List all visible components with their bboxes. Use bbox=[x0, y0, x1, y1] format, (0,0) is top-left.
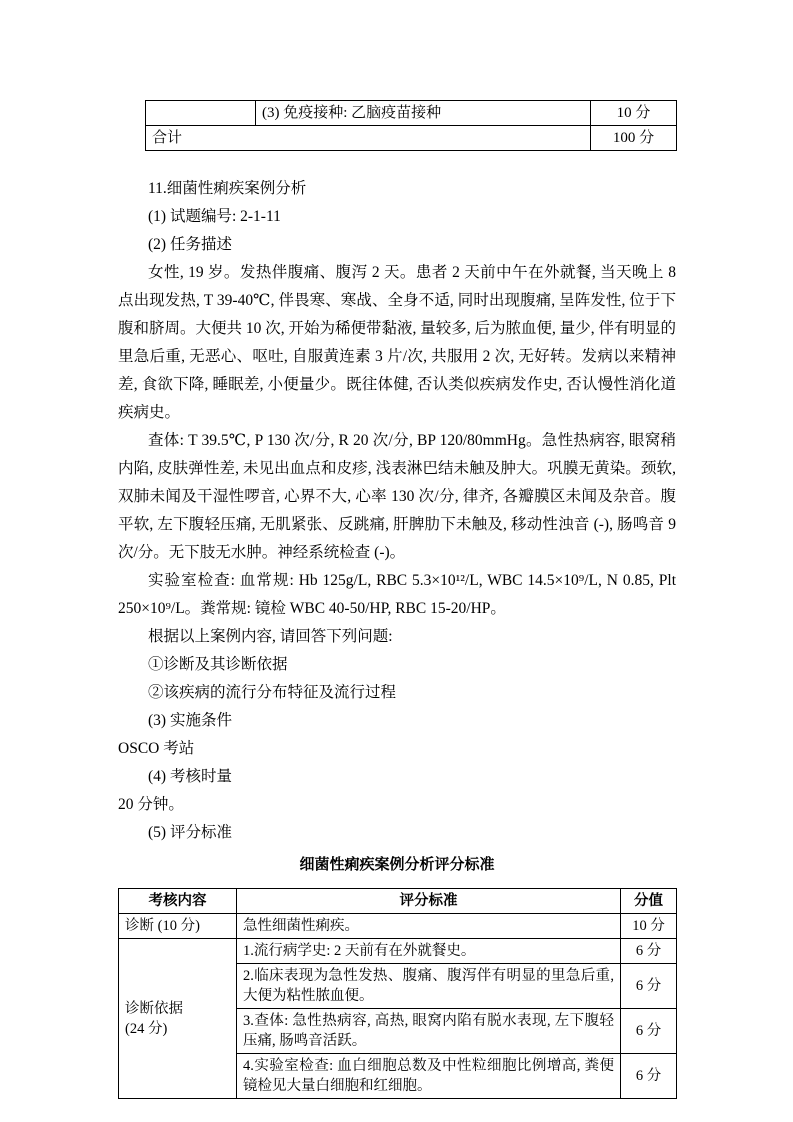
score-table-title: 细菌性痢疾案例分析评分标准 bbox=[299, 856, 495, 873]
table-cell-total-score: 100 分 bbox=[591, 126, 677, 151]
table-row-total bbox=[146, 126, 677, 151]
cell-basis-score-1: 6 分 bbox=[621, 939, 677, 964]
item-scoring-standard: (5) 评分标准 bbox=[148, 824, 232, 841]
cell-basis-standard-2: 2.临床表现为急性发热、腹痛、腹泻伴有明显的里急后重, 大便为粘性脓血便。 bbox=[237, 964, 621, 1009]
header-score-value: 分值 bbox=[621, 889, 677, 914]
basis-label-line2: (24 分) bbox=[125, 1020, 168, 1037]
basis-label-line1: 诊断依据 bbox=[125, 1000, 183, 1017]
cell-diagnosis-standard: 急性细菌性痢疾。 bbox=[237, 914, 621, 939]
header-scoring-standard: 评分标准 bbox=[237, 889, 621, 914]
section-heading: 11.细菌性痢疾案例分析 bbox=[148, 180, 307, 197]
table-cell-score: 10 分 bbox=[591, 101, 677, 126]
table-cell-empty bbox=[146, 101, 256, 126]
cell-diagnosis-label: 诊断 (10 分) bbox=[119, 914, 237, 939]
table-cell-item: (3) 免疫接种: 乙脑疫苗接种 bbox=[256, 101, 591, 126]
question-2: ②该疾病的流行分布特征及流行过程 bbox=[148, 684, 397, 701]
table-row bbox=[146, 101, 677, 126]
cell-basis-score-2: 6 分 bbox=[621, 964, 677, 1009]
question-1: ①诊断及其诊断依据 bbox=[148, 656, 288, 673]
question-intro: 根据以上案例内容, 请回答下列问题: bbox=[148, 628, 393, 645]
cell-basis-score-4: 6 分 bbox=[621, 1054, 677, 1099]
paragraph-lab-results: 实验室检查: 血常规: Hb 125g/L, RBC 5.3×10¹²/L, WBC 14.5×10⁹/L, N 0.85, Plt 250×10⁹/L。粪常规: 镜检 WBC 40-50/HP, RBC 15-20/HP。 bbox=[118, 572, 676, 617]
cell-basis-standard-3: 3.查体: 急性热病容, 高热, 眼窝内陷有脱水表现, 左下腹轻压痛, 肠鸣音活跃。 bbox=[237, 1009, 621, 1054]
item-task-description: (2) 任务描述 bbox=[148, 236, 232, 253]
paragraph-case-history: 女性, 19 岁。发热伴腹痛、腹泻 2 天。患者 2 天前中午在外就餐, 当天晚上 8 点出现发热, T 39-40℃, 伴畏寒、寒战、全身不适, 同时出现腹痛, 呈阵发性, 位于下腹和脐周。大便共 10 次, 开始为稀便带黏液, 量较多, 后为脓血便, 量少, 伴有明显的里急后重, 无恶心、呕吐, 自服黄连素 3 片/次, 共服用 2 次, 无好转。发病以来精神差, 食欲下降, 睡眠差, 小便量少。既往体健, 否认类似疾病发作史, 否认慢性消化道疾病史。 bbox=[118, 264, 677, 421]
item-implementation-conditions: (3) 实施条件 bbox=[148, 712, 232, 729]
table-row-diagnosis bbox=[119, 914, 677, 939]
table-row-basis-1 bbox=[119, 939, 677, 964]
item-exam-duration-detail: 20 分钟。 bbox=[118, 796, 184, 813]
score-table-header-row bbox=[119, 889, 677, 914]
table-cell-total-label: 合计 bbox=[146, 126, 591, 151]
cell-basis-standard-1: 1.流行病学史: 2 天前有在外就餐史。 bbox=[237, 939, 621, 964]
cell-diagnosis-score: 10 分 bbox=[621, 914, 677, 939]
header-exam-content: 考核内容 bbox=[119, 889, 237, 914]
score-table bbox=[118, 888, 677, 1099]
cell-basis-label bbox=[119, 939, 237, 1099]
cell-basis-standard-4: 4.实验室检查: 血白细胞总数及中性粒细胞比例增高, 粪便镜检见大量白细胞和红细胞。 bbox=[237, 1054, 621, 1099]
paragraph-physical-exam: 查体: T 39.5℃, P 130 次/分, R 20 次/分, BP 120/80mmHg。急性热病容, 眼窝稍内陷, 皮肤弹性差, 未见出血点和皮疹, 浅表淋巴结未触及肿大。巩膜无黄染。颈软, 双肺未闻及干湿性啰音, 心界不大, 心率 130 次/分, 律齐, 各瓣膜区未闻及杂音。腹平软, 左下腹轻压痛, 无肌紧张、反跳痛, 肝脾肋下未触及, 移动性浊音 (-), 肠鸣音 9 次/分。无下肢无水肿。神经系统检查 (-)。 bbox=[118, 432, 676, 561]
previous-score-table-fragment bbox=[145, 100, 677, 151]
cell-basis-score-3: 6 分 bbox=[621, 1009, 677, 1054]
item-question-number: (1) 试题编号: 2-1-11 bbox=[148, 208, 281, 225]
item-exam-duration: (4) 考核时量 bbox=[148, 768, 232, 785]
item-implementation-detail: OSCO 考站 bbox=[118, 740, 195, 757]
